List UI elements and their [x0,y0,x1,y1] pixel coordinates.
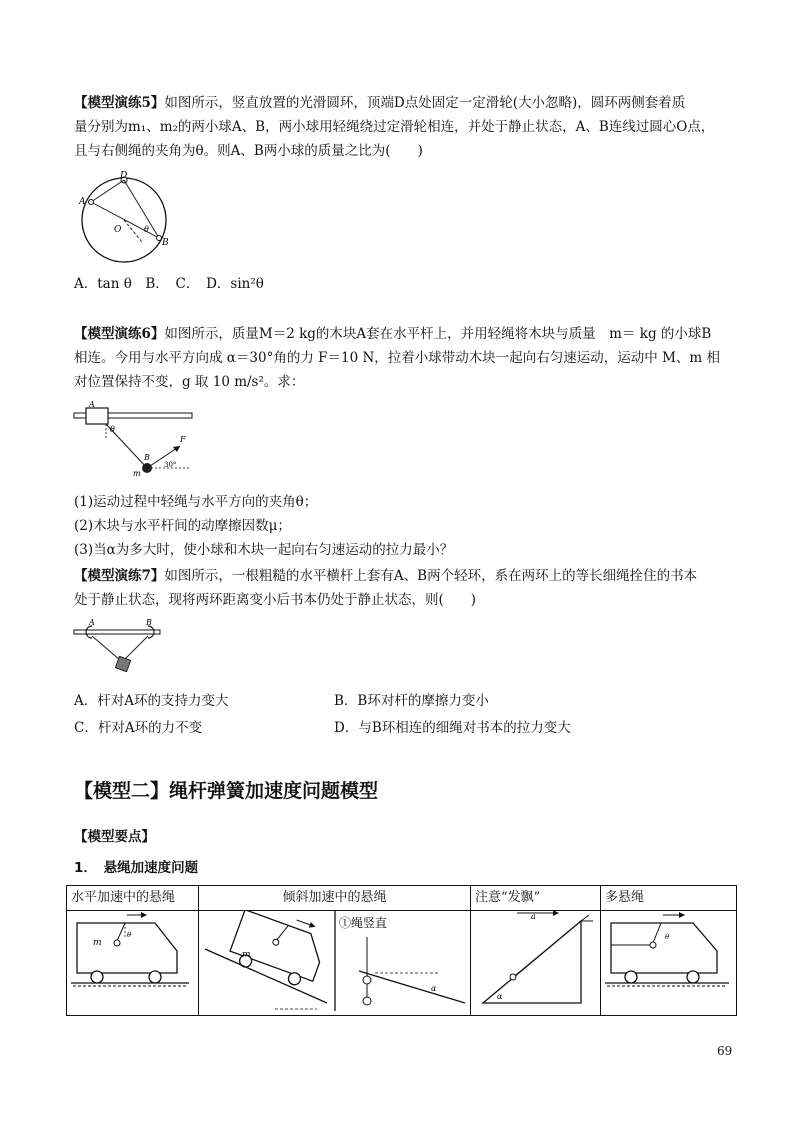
drill7-line1: 【模型演练7】如图所示，一根粗糙的水平横杆上套有A、B两个轻环，系在两环上的等长细绳拴住的书本 [74,568,698,584]
drill6-questions [74,490,734,562]
drill5-tag: 【模型演练5】 [74,95,165,111]
label-m: m [133,469,141,478]
header-inclined: 倾斜加速中的悬绳 [199,886,471,911]
horizontal-car-figure [67,911,197,1011]
header-multi: 多悬绳 [601,886,737,911]
ring-pulley-figure [76,170,176,266]
drill5-line1: 【模型演练5】如图所示，竖直放置的光滑圆环，顶端D点处固定一定滑轮(大小忽略)，圆环两侧套着质 [74,95,686,111]
drill6-q1: (1)运动过程中轻绳与水平方向的夹角θ； [74,494,318,510]
label-alpha: α [431,984,437,993]
inclined-figures [199,911,471,1011]
label-b: B [162,238,169,248]
label-b: B [144,453,150,462]
note-vertical-rope: ①绳竖直 [339,916,388,930]
label-m: m [242,950,251,960]
multi-rope-car-figure [601,911,737,1011]
drill6-line1: 【模型演练6】如图所示，质量M＝2 kg的木块A套在水平杆上，并用轻绳将木块与质量 m＝ kg 的小球B [74,326,712,342]
label-d: D [120,171,128,181]
cell-multi-figure [601,911,737,1016]
suspended-rope-table [66,885,737,1016]
floating-wedge-figure [471,911,601,1011]
drill7-option-d: D．与B环相连的细绳对书本的拉力变大 [334,720,571,736]
drill6-line2: 相连。今用与水平方向成 α＝30°角的力 F＝10 N，拉着小球带动木块一起向右匀速运动，运动中 M、m 相 [74,350,720,366]
table-header-row [67,886,737,911]
label-a: A [89,400,95,409]
drill5-paragraph [74,91,734,163]
drill7-option-c: C．杆对A环的力不变 [74,720,203,736]
label-f: F [180,435,186,444]
drill6-q2: (2)木块与水平杆间的动摩擦因数μ； [74,518,291,534]
section-title: 【模型二】绳杆弹簧加速度问题模型 [74,780,379,802]
label-theta: θ [144,225,149,234]
cell-horizontal-figure [67,911,199,1016]
label-theta: θ [127,931,132,939]
label-theta: θ [665,933,670,941]
drill5-line2: 量分别为m₁、m₂的两小球A、B，两小球用轻绳绕过定滑轮相连，并处于静止状态，A、B连线过圆心O点， [74,119,715,135]
drill6-tag: 【模型演练6】 [74,326,165,342]
section-subtitle: 【模型要点】 [74,829,155,845]
drill6-q3: (3)当α为多大时，使小球和木块一起向右匀速运动的拉力最小？ [74,542,454,558]
drill6-paragraph [74,322,734,394]
bar-rings-book-figure [72,616,164,676]
rod-block-ball-figure [72,398,202,480]
label-a: a [531,912,536,921]
cell-floating-figure [471,911,601,1016]
label-m: m [93,938,102,948]
label-a: A [79,197,86,207]
header-horizontal: 水平加速中的悬绳 [67,886,199,911]
label-theta: θ [110,425,115,434]
drill5-options: A．tan θ B． C． D．sin²θ [74,276,264,292]
drill7-line2: 处于静止状态，现将两环距离变小后书本仍处于静止状态，则( ) [74,592,477,608]
drill6-line3: 对位置保持不变，g 取 10 m/s²。求： [74,374,305,390]
drill7-paragraph [74,564,734,612]
drill7-option-b: B．B环对杆的摩擦力变小 [334,693,489,709]
label-angle: 30° [164,461,177,469]
table-figure-row [67,911,737,1016]
page-number: 69 [717,1044,733,1058]
section-item1: 1． 悬绳加速度问题 [74,860,199,876]
drill7-tag: 【模型演练7】 [74,568,165,584]
header-floating: 注意“发飘” [471,886,601,911]
label-a: A [89,618,95,627]
label-alpha: α [497,992,503,1001]
drill5-line3: 且与右侧绳的夹角为θ。则A、B两小球的质量之比为( ) [74,143,423,159]
cell-inclined-figures [199,911,471,1016]
label-o: O [114,225,122,235]
drill7-option-a: A．杆对A环的支持力变大 [74,693,229,709]
label-b: B [146,618,152,627]
